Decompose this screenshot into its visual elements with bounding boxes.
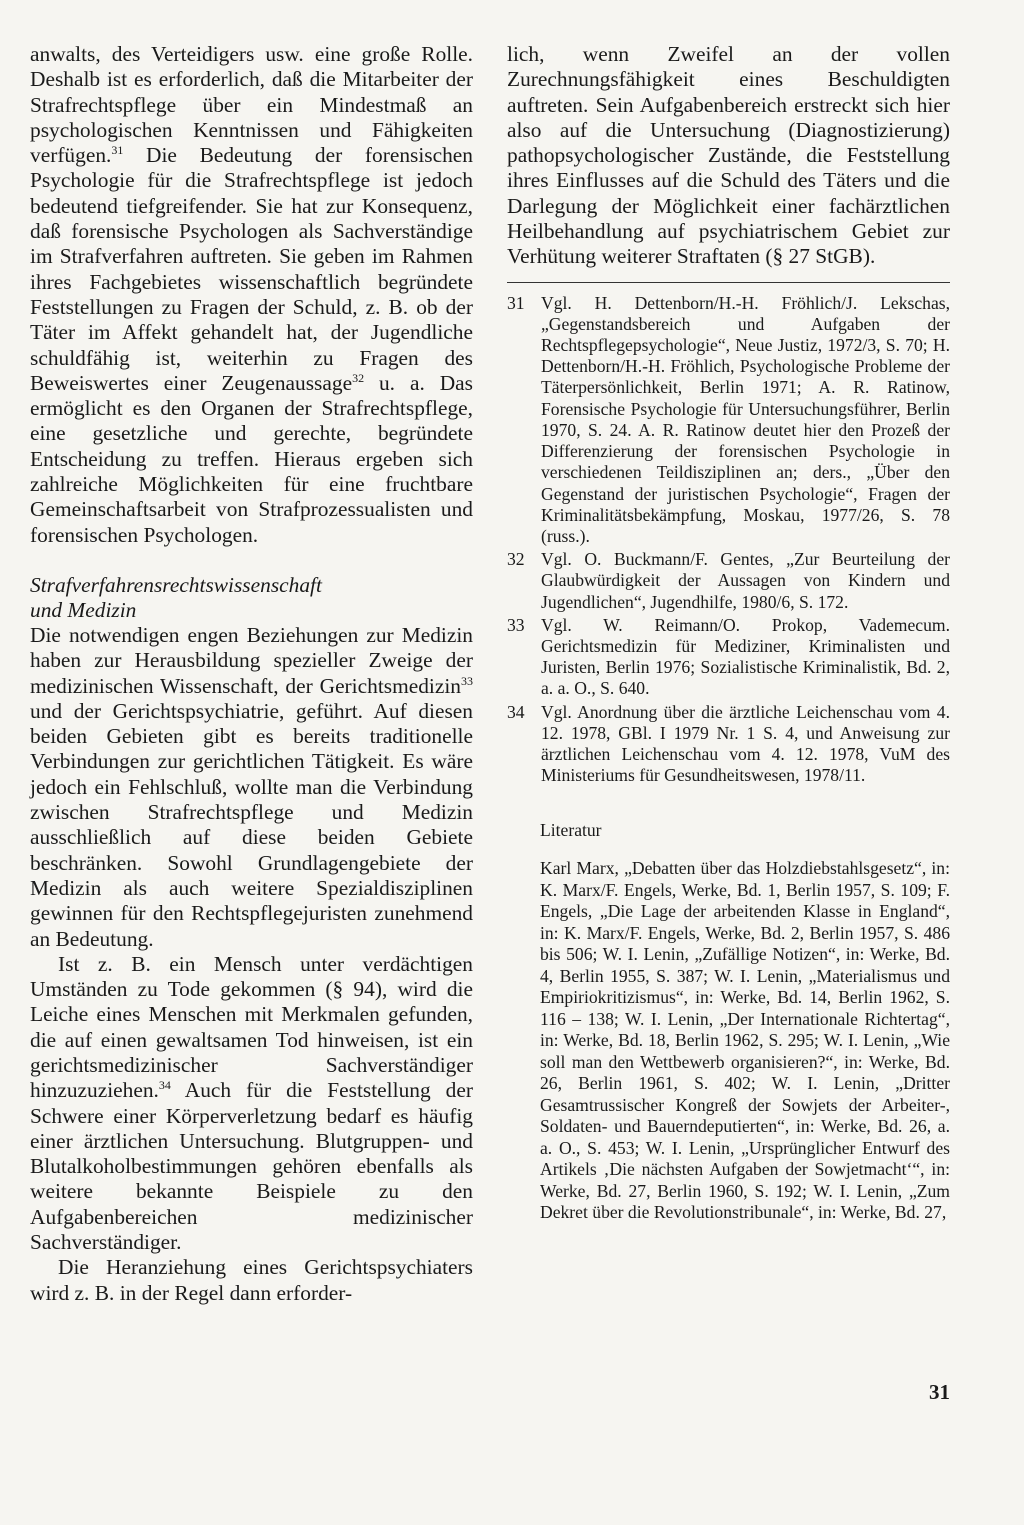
section-heading-line: und Medizin bbox=[30, 597, 137, 622]
paragraph-text: Die Bedeutung der forensischen Psychologie für die Strafrechtspflege ist jedoch bedeutend tiefgreifender. Sie hat zur Konsequenz, daß forensische Psychologen als Sachverständige im Strafverfahren auftreten. Sie geben im Rahmen ihres Fachgebietes wissenschaftlich begründete Feststellungen zu Fragen der Schuld, z. B. ob der Täter im Affekt gehandelt hat, der Jugendliche schuldfähig ist, weiterhin zu Fragen des Beweiswertes einer Zeugenaussage bbox=[30, 143, 473, 395]
footnote-text: Vgl. W. Reimann/O. Prokop, Vademecum. Gerichtsmedizin für Mediziner, Kriminalisten und Juristen, Berlin 1976; Sozialistische Kriminalistik, Bd. 2, a. a. O., S. 640. bbox=[541, 614, 950, 699]
body-paragraph bbox=[30, 623, 473, 952]
paragraph-text: anwalts, des Verteidigers usw. eine große Rolle. Deshalb ist es erforderlich, daß die Mitarbeiter der Strafrechtspflege über ein Mindestmaß an psychologischen Kenntnissen und Fähigkeiten verfügen. bbox=[30, 42, 473, 168]
paragraph-text: Die notwendigen engen Beziehungen zur Medizin haben zur Herausbildung spezieller Zweige der medizinischen Wissenschaft, der Gerichtsmedizin bbox=[30, 622, 473, 698]
footnote-text: Vgl. O. Buckmann/F. Gentes, „Zur Beurteilung der Glaubwürdigkeit der Aussagen von Kindern und Jugendlichen“, Jugendhilfe, 1980/6, S. 172. bbox=[541, 549, 950, 612]
footnote-item bbox=[507, 702, 950, 787]
section-heading-line: Strafverfahrensrechtswissenschaft bbox=[30, 572, 322, 597]
footnote-text: Vgl. Anordnung über die ärztliche Leichenschau vom 4. 12. 1978, GBl. I 1979 Nr. 1 S. 4, und Anweisung zur ärztlichen Leichenschau vom 4. 12. 1978, VuM des Ministeriums für Gesundheitswesen, 1978/11. bbox=[541, 701, 950, 786]
body-paragraph: lich, wenn Zweifel an der vollen Zurechnungsfähigkeit eines Beschuldigten auftreten. Sein Aufgabenbereich erstreckt sich hier also auf die Untersuchung (Diagnostizierung) pathopsychologischer Zustände, die Feststellung ihres Einflusses auf die Schuld des Täters und die Darlegung der Möglichkeit einer fachärztlichen Heilbehandlung auf psychiatrischem Gebiet zur Verhütung weiterer Straftaten (§ 27 StGB). bbox=[507, 42, 950, 269]
footnote-item bbox=[507, 293, 950, 547]
footnote-ref: 32 bbox=[352, 370, 365, 385]
footnote-ref: 34 bbox=[158, 1078, 171, 1093]
body-paragraph: Die Heranziehung eines Gerichtspsychiaters wird z. B. in der Regel dann erforder- bbox=[30, 1255, 473, 1305]
left-column bbox=[30, 42, 473, 1306]
footnote-number: 34 bbox=[507, 701, 525, 722]
paragraph-text: u. a. Das ermöglicht es den Organen der Strafrechtspflege, eine gesetzliche und gerechte, begründete Entscheidung zu treffen. Hieraus ergeben sich zahlreiche Möglichkeiten für eine fruchtbare Gemeinschaftsarbeit von Strafprozessualisten und forensischen Psychologen. bbox=[30, 370, 473, 547]
footnote-ref: 33 bbox=[461, 673, 473, 688]
paragraph-text: Auch für die Feststellung der Schwere einer Körperverletzung bedarf es häufig einer ärztlichen Untersuchung. Blutgruppen- und Blutalkoholbestimmungen gehören ebenfalls als weitere bekannte Beispiele zu den Aufgabenbereichen medizinischer Sachverständiger. bbox=[30, 1078, 473, 1255]
right-column bbox=[507, 42, 950, 1224]
footnote-ref: 31 bbox=[111, 143, 124, 158]
section-heading bbox=[30, 573, 473, 623]
footnote-number: 33 bbox=[507, 614, 525, 635]
footnote-item bbox=[507, 615, 950, 700]
body-paragraph bbox=[30, 952, 473, 1256]
footnote-number: 32 bbox=[507, 549, 525, 570]
paragraph-text: Ist z. B. ein Mensch unter verdächtigen Umständen zu Tode gekommen (§ 94), wird die Leiche eines Menschen mit Merkmalen gefunden, die auf einen gewaltsamen Tod hinweisen, ist ein gerichtsmedizinischer Sachverständiger hinzuzuziehen. bbox=[30, 951, 473, 1103]
footnote-divider bbox=[507, 282, 950, 283]
footnote-list bbox=[507, 293, 950, 787]
page-number: 31 bbox=[929, 1380, 950, 1404]
footnote-text: Vgl. H. Dettenborn/H.-H. Fröhlich/J. Lekschas, „Gegenstandsbereich und Aufgaben der Rechtspflegepsychologie“, Neue Justiz, 1972/3, S. 70; H. Dettenborn/H.-H. Fröhlich, Psychologische Probleme der Täterpersönlichkeit, Berlin 1971; A. R. Ratinow, Forensische Psychologie für Untersuchungsführer, Berlin 1970, S. 24. A. R. Ratinow deutet hier den Prozeß der Differenzierung der forensischen Psychologie in verschiedenen Teildisziplinen an; ders., „Über den Gegenstand der juristischen Psychologie“, Fragen der Kriminalitätsbekämpfung, Moskau, 1977/26, S. 78 (russ.). bbox=[541, 292, 950, 546]
body-paragraph bbox=[30, 42, 473, 548]
footnote-item bbox=[507, 549, 950, 613]
literature-heading: Literatur bbox=[540, 820, 602, 841]
paragraph-text: und der Gerichtspsychiatrie, geführt. Auf diesen beiden Gebieten gibt es bereits traditionelle Verbindungen zur gerichtlichen Tätigkeit. Es wäre jedoch ein Fehlschluß, wollte man die Verbindung zwischen Strafrechtspflege und Medizin ausschließlich auf diese beiden Gebiete beschränken. Sowohl Grundlagengebiete der Medizin als auch weitere Spezialdisziplinen gewinnen für den Rechtspflegejuristen zunehmend an Bedeutung. bbox=[30, 698, 473, 951]
footnote-number: 31 bbox=[507, 292, 525, 313]
literature-text: Karl Marx, „Debatten über das Holzdiebstahlsgesetz“, in: K. Marx/F. Engels, Werke, Bd. 1, Berlin 1957, S. 109; F. Engels, „Die Lage der arbeitenden Klasse in England“, in: K. Marx/F. Engels, Werke, Bd. 2, Berlin 1957, S. 486 bis 506; W. I. Lenin, „Zufällige Notizen“, in: Werke, Bd. 4, Berlin 1955, S. 387; W. I. Lenin, „Materialismus und Empiriokritizismus“, in: Werke, Bd. 14, Berlin 1962, S. 116 – 138; W. I. Lenin, „Der Internationale Richtertag“, in: Werke, Bd. 18, Berlin 1962, S. 295; W. I. Lenin, „Wie soll man den Wettbewerb organisieren?“, in: Werke, Bd. 26, Berlin 1961, S. 402; W. I. Lenin, „Dritter Gesamtrussischer Kongreß der Sowjets der Arbeiter-, Soldaten- und Bauerndeputierten“, in: Werke, Bd. 26, a. a. O., S. 453; W. I. Lenin, „Ursprünglicher Entwurf des Artikels ‚Die nächsten Aufgaben der Sowjetmacht‘“, in: Werke, Bd. 27, Berlin 1960, S. 192; W. I. Lenin, „Zum Dekret über die Revolutionstribunale“, in: Werke, Bd. 27, bbox=[540, 858, 950, 1223]
